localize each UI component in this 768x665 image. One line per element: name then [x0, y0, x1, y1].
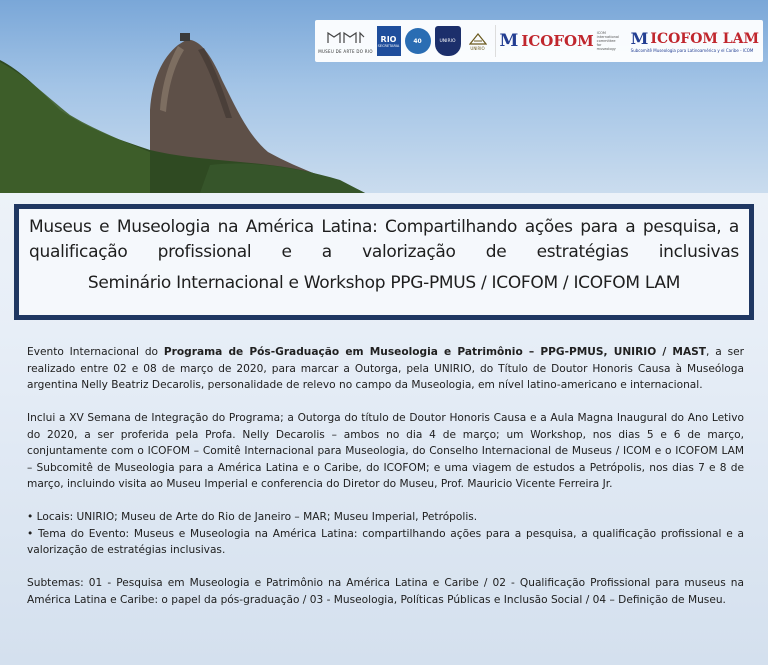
- icofom-lam-logo: [625, 29, 759, 53]
- icofom-lam-mark-icon: M: [630, 29, 649, 48]
- unirio-emblem-icon: [469, 32, 487, 46]
- theme-bullet: • Tema do Evento: Museus e Museologia na América Latina: compartilhando ações para a pesquisa, a qualificação profissional e a valorização de estratégias inclusivas.: [27, 527, 744, 556]
- locations-bullet: • Locais: UNIRIO; Museu de Arte do Rio de Janeiro – MAR; Museu Imperial, Petrópolis.: [27, 511, 478, 523]
- icofom-lam-name: ICOFOM LAM: [650, 30, 759, 47]
- icofom-lam-subtitle: Subcomitê Museologia para Latinoamérica y el Caribe - ICOM: [630, 48, 754, 53]
- mar-logo: [319, 24, 373, 58]
- icofom-mark-icon: M: [499, 31, 519, 51]
- subthemes-paragraph: Subtemas: 01 - Pesquisa em Museologia e Patrimônio na América Latina e Caribe / 02 - Qualificação Profissional para museus na América Latina e Caribe: o papel da pós-graduação / 03 - Museologia, Políticas Públicas e Inclusão Social / 04 – Definição de Museu.: [27, 577, 744, 606]
- header-photo: [0, 0, 768, 193]
- rio-logo-text: RIO: [380, 34, 397, 44]
- schedule-paragraph: Inclui a XV Semana de Integração do Programa; a Outorga do título de Doutor Honoris Causa e a Aula Magna Inaugural do Ano Letivo do 2020, a ser proferida pela Profa. Nelly Decarolis – ambos no dia 4 de março; um Workshop, nos dias 5 e 6 de março, conjuntamente com o ICOFOM – Comitê Internacional para Museologia, do Conselho Internacional de Museus / ICOM e o ICOFOM LAM – Subcomitê de Museologia para a América Latina e o Caribe, do ICOFOM; e uma viagem de estudos a Petrópolis, nos dias 7 e 8 de março, incluindo visita ao Museu Imperial e conferencia do Diretor do Museu, Prof. Mauricio Vicente Ferreira Jr.: [27, 412, 744, 490]
- unirio-logo: [465, 27, 491, 55]
- anniversary-logo: [405, 28, 431, 54]
- mar-logo-text: MUSEU DE ARTE DO RIO: [318, 48, 373, 54]
- rio-logo-sub: SECRETARIA: [377, 43, 400, 48]
- title-frame: [14, 204, 754, 320]
- mar-wave-icon: [326, 29, 366, 47]
- event-subtitle: Seminário Internacional e Workshop PPG-PMUS / ICOFOM / ICOFOM LAM: [87, 273, 681, 293]
- unirio-shield-logo: [435, 26, 461, 56]
- icofom-name: ICOFOM: [521, 32, 594, 50]
- unirio-logo-text: UNIRIO: [470, 45, 485, 51]
- intro-rest: , a ser realizado entre 02 e 08 de março de 2020, para marcar a Outorga, pela UNIRIO, do Título de Doutor Honoris Causa à Museóloga argentina Nelly Beatriz Decarolis, personalidade de relevo no campo da Museologia, em nível latino-americano e internacional.: [27, 346, 744, 391]
- partner-logos: [315, 20, 764, 62]
- anniversary-logo-text: 40: [413, 37, 422, 45]
- event-title: Museus e Museologia na América Latina: Compartilhando ações para a pesquisa, a qualificação profissional e a valorização de estratégias inclusivas: [29, 217, 739, 262]
- rio-logo: [377, 26, 401, 56]
- icofom-logo: [495, 25, 621, 57]
- intro-paragraph: [27, 344, 744, 394]
- program-name: Programa de Pós-Graduação em Museologia e Patrimônio – PPG-PMUS, UNIRIO / MAST: [163, 346, 707, 358]
- unirio-shield-text: UNIRIO: [439, 38, 456, 44]
- event-description: [27, 344, 744, 625]
- icofom-tagline: ICOM international committee for museology: [596, 31, 619, 51]
- intro-prefix: Evento Internacional do: [27, 346, 164, 358]
